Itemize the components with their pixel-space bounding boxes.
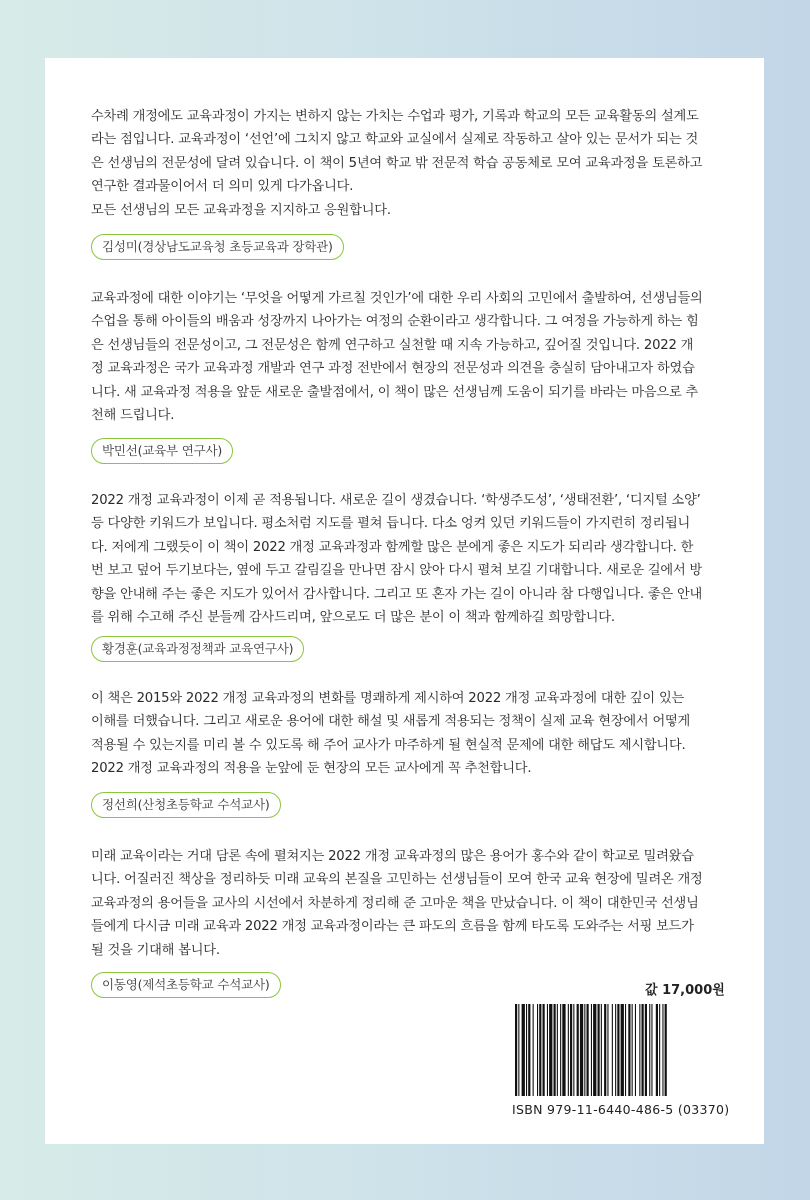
barcode-bar — [547, 1004, 548, 1096]
barcode-bar — [639, 1004, 640, 1096]
barcode-bar — [621, 1004, 624, 1096]
review-3 — [91, 489, 741, 629]
barcode-bar — [598, 1004, 600, 1096]
barcode-bar — [591, 1004, 592, 1096]
review-1 — [91, 105, 741, 222]
barcode-bar — [560, 1004, 561, 1096]
isbn-number: ISBN 979-11-6440-486-5 (03370) — [512, 1102, 730, 1117]
barcode-graphic — [512, 1004, 722, 1100]
review-4 — [91, 687, 741, 781]
barcode-bar — [601, 1004, 602, 1096]
price-label: 값 17,000원 — [645, 983, 725, 998]
barcode-bar — [632, 1004, 633, 1096]
barcode-bar — [522, 1004, 525, 1096]
reviewer-badge: 이동영(제석초등학교 수석교사) — [91, 972, 281, 998]
barcode-bar — [642, 1004, 644, 1096]
barcode-bar — [649, 1004, 650, 1096]
barcode-bar — [617, 1004, 619, 1096]
reviewer-badge: 정선희(산청초등학교 수석교사) — [91, 792, 281, 818]
review-text: 이 책은 2015와 2022 개정 교육과정의 변화를 명쾌하게 제시하여 2022 개정 교육과정에 대한 깊이 있는 이해를 더했습니다. 그리고 새로운 용어에 대한 해설 및 새롭게 적용되는 정책이 실제 교육 현장에서 어떻게 적용될 수 있는지를 미리 볼 수 있도록 해 주어 교사가 마주하게 될 현실적 문제에 대한 해답도 제시합니다. 2022 개정 교육과정의 적용을 눈앞에 둔 현장의 모든 교사에게 꼭 추천합니다. — [91, 691, 691, 777]
barcode-bar — [659, 1004, 660, 1096]
review-2 — [91, 287, 741, 427]
barcode-bar — [528, 1004, 530, 1096]
review-text: 교육과정에 대한 이야기는 ‘무엇을 어떻게 가르칠 것인가’에 대한 우리 사회의 고민에서 출발하여, 선생님들의 수업을 통해 아이들의 배움과 성장까지 나아가는 여정의 순환이라고 생각합니다. 그 여정을 가능하게 하는 힘 은 선생님들의 전문성이고, 그 전문성은 함께 연구하고 실천할 때 지속 가능하고, 깊어질 것입니다. 2022 개 정 교육과정은 국가 교육과정 개발과 연구 과정 전반에서 현장의 전문성과 의견을 충실히 담아내고자 하였습 니다. 새 교육과정 적용을 앞둔 새로운 출발점에서, 이 책이 많은 선생님께 도움이 되기를 바라는 마음으로 추 천해 드립니다. — [91, 291, 703, 424]
barcode-bar — [656, 1004, 658, 1096]
barcode-bar — [537, 1004, 538, 1096]
barcode-bar — [625, 1004, 626, 1096]
barcode-bar — [515, 1004, 517, 1096]
barcode-bar — [539, 1004, 541, 1096]
review-text: 미래 교육이라는 거대 담론 속에 펼쳐지는 2022 개정 교육과정의 많은 용어가 홍수와 같이 학교로 밀려왔습 니다. 어질러진 책상을 정리하듯 미래 교육의 본질을 고민하는 선생님들이 모여 한국 교육 현장에 밀려온 개정 교육과정의 용어들을 교사의 시선에서 차분하게 정리해 준 고마운 책을 만났습니다. 이 책이 대한민국 선생님 들에게 다시금 미래 교육과 2022 개정 교육과정이라는 큰 파도의 흐름을 함께 타도록 도와주는 서핑 보드가 될 것을 기대해 봅니다. — [91, 849, 703, 958]
barcode-bar — [612, 1004, 613, 1096]
barcode-bar — [580, 1004, 583, 1096]
barcode-bar — [543, 1004, 545, 1096]
barcode-bar — [587, 1004, 589, 1096]
barcode-bar — [593, 1004, 596, 1096]
barcode-bar — [562, 1004, 565, 1096]
back-cover-panel — [45, 58, 764, 1144]
barcode-bar — [662, 1004, 663, 1096]
barcode-bar — [549, 1004, 552, 1096]
review-text: 2022 개정 교육과정이 이제 곧 적용됩니다. 새로운 길이 생겼습니다. ‘학생주도성’, ‘생태전환’, ‘디지털 소양’ 등 다양한 키워드가 보입니다. 평소처럼 지도를 펼쳐 듭니다. 다소 엉켜 있던 키워드들이 가지런히 정리됩니 다. 저에게 그랬듯이 이 책이 2022 개정 교육과정과 함께할 많은 분에게 좋은 지도가 되리라 생각합니다. 한 번 보고 덮어 두기보다는, 옆에 두고 갈림길을 만나면 잠시 앉아 다시 펼쳐 보길 기대합니다. 새로운 길에서 방 향을 안내해 주는 좋은 지도가 있어서 감사합니다. 그리고 또 혼자 가는 길이 아니라 참 다행입니다. 좋은 안내 를 위해 수고해 주신 분들께 감사드리며, 앞으로도 더 많은 분이 이 책과 함께하길 희망합니다. — [91, 493, 703, 626]
barcode-bar — [533, 1004, 534, 1096]
barcode-bar — [518, 1004, 519, 1096]
review-5 — [91, 845, 741, 962]
barcode-bar — [645, 1004, 647, 1096]
barcode-bar — [665, 1004, 667, 1096]
barcode-bar — [570, 1004, 572, 1096]
barcode-bar — [584, 1004, 585, 1096]
reviewer-badge: 박민선(교육부 연구사) — [91, 438, 233, 464]
barcode-bar — [554, 1004, 556, 1096]
barcode-bar — [615, 1004, 616, 1096]
reviewer-badge: 김성미(경상남도교육청 초등교육과 장학관) — [91, 234, 344, 260]
review-text: 수차례 개정에도 교육과정이 가지는 변하지 않는 가치는 수업과 평가, 기록과 학교의 모든 교육활동의 설계도 라는 점입니다. 교육과정이 ‘선언’에 그치지 않고 학교와 교실에서 실제로 작동하고 살아 있는 문서가 되는 것 은 선생님의 전문성에 달려 있습니다. 이 책이 5년여 학교 밖 전문적 학습 공동체로 모여 교육과정을 토론하고 연구한 결과물이어서 더 의미 있게 다가옵니다. 모든 선생님의 모든 교육과정을 지지하고 응원합니다. — [91, 109, 703, 218]
isbn-barcode — [512, 1004, 722, 1104]
barcode-bar — [607, 1004, 608, 1096]
barcode-bar — [635, 1004, 636, 1096]
barcode-bar — [628, 1004, 630, 1096]
barcode-bar — [526, 1004, 527, 1096]
barcode-bar — [577, 1004, 579, 1096]
barcode-bar — [651, 1004, 652, 1096]
barcode-bar — [568, 1004, 569, 1096]
reviewer-badge: 황경훈(교육과정정책과 교육연구사) — [91, 636, 304, 662]
barcode-bar — [573, 1004, 574, 1096]
barcode-bar — [557, 1004, 558, 1096]
barcode-bar — [604, 1004, 606, 1096]
